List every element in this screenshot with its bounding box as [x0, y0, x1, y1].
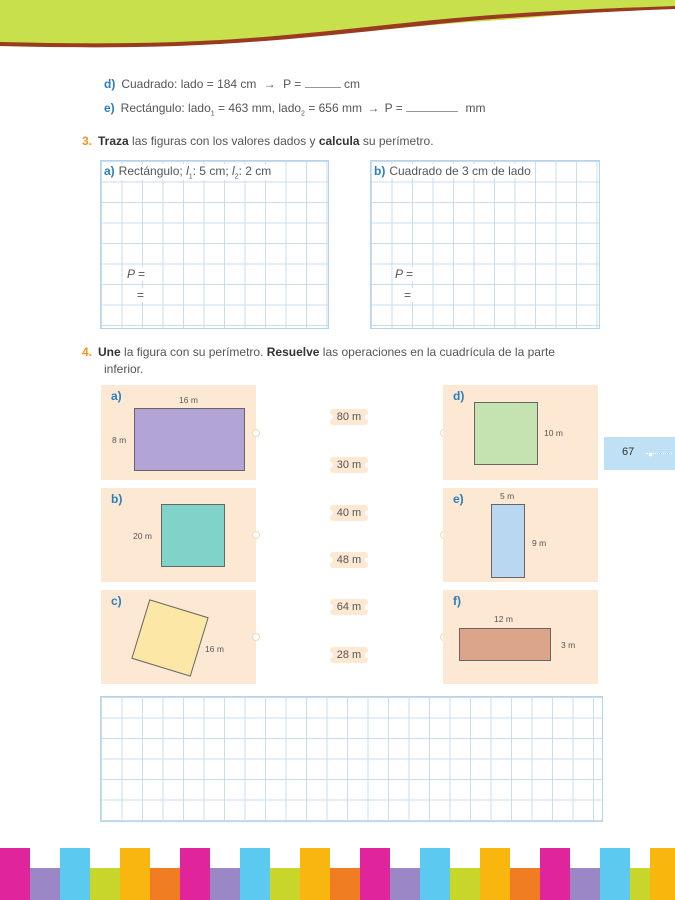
arrow-right-icon: → [263, 77, 276, 91]
dimension-label: 20 m [133, 531, 152, 541]
color-bar [240, 848, 270, 900]
grid-3a-text: : 2 cm [238, 164, 272, 178]
grid-3b-heading [372, 164, 533, 178]
perimeter-label: P = [384, 101, 403, 115]
bullet-icon: ● [648, 449, 654, 459]
color-bar [510, 868, 540, 900]
instruction-text: su perímetro. [359, 134, 434, 148]
instruction-bold: Resuelve [266, 345, 320, 359]
exercise-4-instruction [82, 345, 555, 359]
color-bar [60, 848, 90, 900]
side-symbol: l [231, 164, 235, 178]
grid-3a-text: : 5 cm; [192, 164, 232, 178]
color-bar [120, 848, 150, 900]
color-bar [180, 848, 210, 900]
grid-3a-equals: = [137, 288, 145, 302]
color-bar [270, 868, 300, 900]
color-bar [420, 848, 450, 900]
dimension-label: 16 m [205, 644, 224, 654]
grid-3a-text: Rectángulo; [118, 164, 187, 178]
figure-card-c [101, 590, 256, 684]
connect-dot[interactable] [252, 531, 260, 539]
dimension-label: 3 m [561, 640, 576, 650]
answer-blank[interactable] [305, 87, 341, 88]
answer-option[interactable]: 40 m [330, 505, 368, 521]
page-number-tab [604, 437, 675, 470]
dimension-label: 12 m [494, 614, 513, 624]
dimension-label: 10 m [544, 428, 563, 438]
color-bar [0, 848, 30, 900]
square-shape [161, 504, 225, 567]
exercise-e-text: Rectángulo: lado [120, 101, 211, 115]
exercise-e-text: = 656 mm [304, 101, 362, 115]
instruction-bold: Traza [98, 134, 129, 148]
work-grid[interactable] [100, 696, 603, 822]
side-symbol: l [186, 164, 189, 178]
exercise-d-text: Cuadrado: lado = 184 cm [121, 77, 257, 91]
color-bar [300, 848, 330, 900]
square-shape [474, 402, 538, 465]
item-label: f) [453, 594, 461, 608]
color-bar [600, 848, 630, 900]
answer-blank[interactable] [406, 111, 458, 112]
grid-3a-perimeter-label: P = [127, 267, 145, 281]
exercise-e-text: = 463 mm, lado [214, 101, 302, 115]
grid-3a-heading [102, 164, 273, 180]
item-label: b) [111, 492, 123, 506]
color-bar [390, 868, 420, 900]
perimeter-label: P = [283, 77, 302, 91]
top-decorative-wave [0, 0, 675, 60]
unit-label: mm [465, 101, 486, 115]
color-bar [450, 868, 480, 900]
subscript: 2 [234, 173, 239, 181]
color-bar [480, 848, 510, 900]
connect-dot[interactable] [252, 429, 260, 437]
rectangle-shape [459, 628, 551, 661]
answer-option[interactable]: 64 m [330, 599, 368, 615]
figure-card-a [101, 385, 256, 480]
grid-3b[interactable] [370, 160, 600, 329]
instruction-text: las operaciones en la cuadrícula de la parte [319, 345, 555, 359]
color-bar [150, 868, 180, 900]
item-label: d) [453, 389, 465, 403]
subscript: 2 [301, 110, 305, 118]
item-label: a) [104, 164, 115, 178]
item-label: e) [104, 101, 115, 115]
subscript: 1 [210, 110, 215, 118]
color-bar [650, 848, 675, 900]
figure-card-e [443, 488, 598, 582]
color-bar [570, 868, 600, 900]
instruction-text: la figura con su perímetro. [120, 345, 267, 359]
color-bar [210, 868, 240, 900]
figure-card-b [101, 488, 256, 582]
instruction-text: las figuras con los valores dados y [128, 134, 319, 148]
item-label: c) [111, 594, 122, 608]
instruction-bold: calcula [318, 134, 360, 148]
rectangle-shape [134, 408, 245, 471]
rotated-square-shape [131, 599, 208, 676]
item-label: d) [104, 77, 116, 91]
grid-3a[interactable] [100, 160, 329, 329]
connect-dot[interactable] [252, 633, 260, 641]
answer-option[interactable]: 80 m [330, 409, 368, 425]
figure-card-f [443, 590, 598, 684]
answer-option[interactable]: 30 m [330, 457, 368, 473]
exercise-d-line [104, 77, 360, 91]
item-label: a) [111, 389, 122, 403]
subscript: 1 [188, 173, 193, 181]
color-bar [330, 868, 360, 900]
instruction-bold: Une [98, 345, 121, 359]
dimension-label: 9 m [532, 538, 547, 548]
exercise-3-instruction [82, 134, 434, 148]
arrow-right-icon: → [367, 101, 380, 115]
dimension-label: 16 m [179, 395, 198, 405]
item-label: e) [453, 492, 464, 506]
color-bar [630, 868, 650, 900]
figure-card-d [443, 385, 598, 480]
dimension-label: 8 m [112, 435, 127, 445]
exercise-number: 3. [82, 134, 93, 148]
exercise-number: 4. [82, 345, 93, 359]
page-number: 67 [622, 446, 635, 458]
answer-option[interactable]: 48 m [330, 552, 368, 568]
exercise-e-line [104, 101, 486, 117]
color-bar [30, 868, 60, 900]
grid-3b-equals: = [404, 288, 412, 302]
color-bar [360, 848, 390, 900]
color-bar [90, 868, 120, 900]
exercise-4-instruction-cont: inferior. [104, 362, 144, 376]
grid-3b-perimeter-label: P = [395, 267, 413, 281]
unit-label: cm [343, 77, 360, 91]
answer-option[interactable]: 28 m [330, 647, 368, 663]
grid-3b-text: Cuadrado de 3 cm de lado [389, 164, 531, 178]
dotted-line [646, 453, 672, 454]
rectangle-shape [491, 504, 525, 578]
dimension-label: 5 m [500, 491, 515, 501]
item-label: b) [374, 164, 386, 178]
color-bar [540, 848, 570, 900]
